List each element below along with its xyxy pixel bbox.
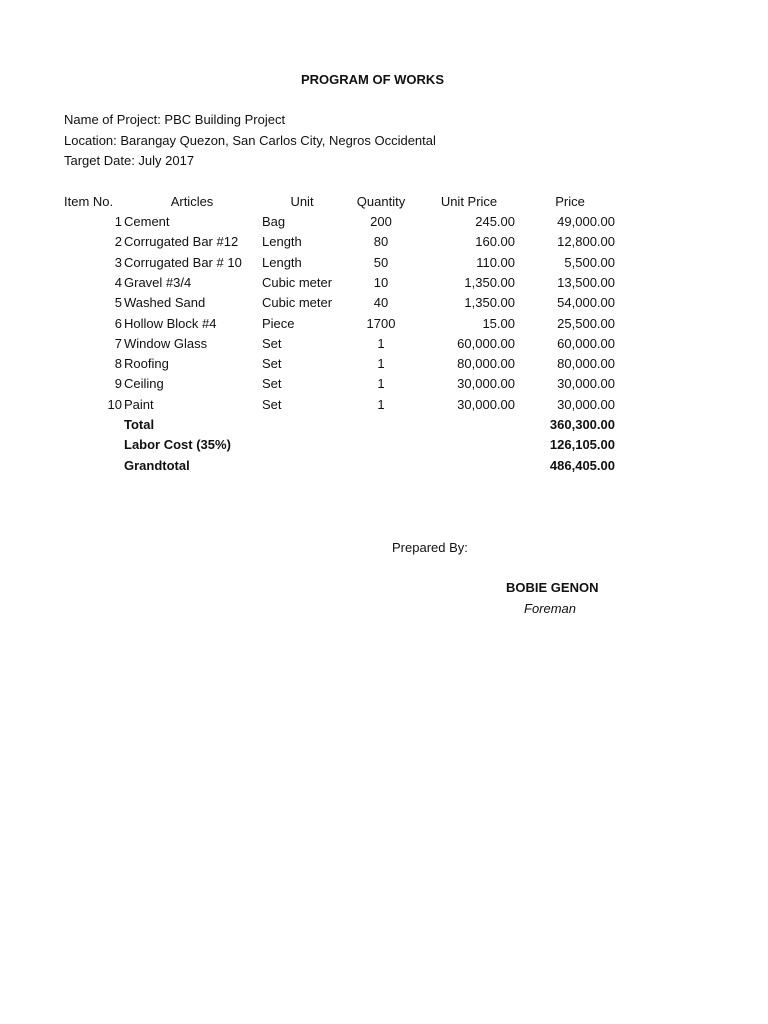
item-no-cell: 4 bbox=[114, 275, 122, 290]
header-quantity: Quantity bbox=[356, 194, 406, 209]
unit-price-cell: 30,000.00 bbox=[457, 397, 515, 412]
totals-label: Labor Cost (35%) bbox=[124, 437, 231, 452]
totals-value: 360,300.00 bbox=[549, 417, 615, 432]
price-cell: 60,000.00 bbox=[557, 336, 615, 351]
header-price: Price bbox=[555, 194, 585, 209]
price-cell: 30,000.00 bbox=[557, 376, 615, 391]
unit-price-cell: 1,350.00 bbox=[464, 275, 515, 290]
unit-cell: Set bbox=[262, 336, 282, 351]
project-name: Name of Project: PBC Building Project bbox=[64, 112, 286, 127]
article-cell: Corrugated Bar #12 bbox=[124, 234, 239, 249]
unit-cell: Cubic meter bbox=[262, 295, 333, 310]
unit-cell: Cubic meter bbox=[262, 275, 333, 290]
quantity-cell: 10 bbox=[373, 275, 389, 290]
quantity-cell: 80 bbox=[373, 234, 389, 249]
header-unit: Unit bbox=[290, 194, 314, 209]
quantity-cell: 40 bbox=[373, 295, 389, 310]
price-cell: 54,000.00 bbox=[557, 295, 615, 310]
item-no-cell: 5 bbox=[114, 295, 122, 310]
article-cell: Roofing bbox=[124, 356, 169, 371]
target-date: Target Date: July 2017 bbox=[64, 153, 195, 168]
unit-cell: Piece bbox=[262, 316, 295, 331]
unit-price-cell: 1,350.00 bbox=[464, 295, 515, 310]
quantity-cell: 1 bbox=[377, 376, 385, 391]
price-cell: 12,800.00 bbox=[557, 234, 615, 249]
article-cell: Corrugated Bar # 10 bbox=[124, 255, 242, 270]
price-cell: 25,500.00 bbox=[557, 316, 615, 331]
item-no-cell: 7 bbox=[114, 336, 122, 351]
header-unit-price: Unit Price bbox=[440, 194, 498, 209]
article-cell: Cement bbox=[124, 214, 170, 229]
project-location: Location: Barangay Quezon, San Carlos City, Negros Occidental bbox=[64, 133, 436, 148]
item-no-cell: 1 bbox=[114, 214, 122, 229]
item-no-cell: 6 bbox=[114, 316, 122, 331]
quantity-cell: 1700 bbox=[366, 316, 396, 331]
price-cell: 80,000.00 bbox=[557, 356, 615, 371]
unit-cell: Length bbox=[262, 234, 302, 249]
signatory-name: BOBIE GENON bbox=[506, 580, 599, 595]
item-no-cell: 9 bbox=[114, 376, 122, 391]
unit-cell: Set bbox=[262, 397, 282, 412]
unit-price-cell: 60,000.00 bbox=[457, 336, 515, 351]
totals-label: Grandtotal bbox=[124, 458, 190, 473]
article-cell: Gravel #3/4 bbox=[124, 275, 192, 290]
unit-cell: Length bbox=[262, 255, 302, 270]
quantity-cell: 1 bbox=[377, 336, 385, 351]
document-title: PROGRAM OF WORKS bbox=[301, 72, 444, 87]
price-cell: 5,500.00 bbox=[564, 255, 615, 270]
quantity-cell: 1 bbox=[377, 397, 385, 412]
unit-price-cell: 80,000.00 bbox=[457, 356, 515, 371]
article-cell: Ceiling bbox=[124, 376, 164, 391]
item-no-cell: 8 bbox=[114, 356, 122, 371]
unit-cell: Set bbox=[262, 356, 282, 371]
unit-price-cell: 160.00 bbox=[475, 234, 515, 249]
quantity-cell: 50 bbox=[373, 255, 389, 270]
totals-value: 126,105.00 bbox=[549, 437, 615, 452]
unit-price-cell: 245.00 bbox=[475, 214, 515, 229]
article-cell: Window Glass bbox=[124, 336, 208, 351]
signatory-position: Foreman bbox=[524, 601, 577, 616]
price-cell: 49,000.00 bbox=[557, 214, 615, 229]
totals-value: 486,405.00 bbox=[549, 458, 615, 473]
unit-cell: Set bbox=[262, 376, 282, 391]
header-item-no: Item No. bbox=[64, 194, 114, 209]
article-cell: Paint bbox=[124, 397, 154, 412]
unit-cell: Bag bbox=[262, 214, 286, 229]
unit-price-cell: 110.00 bbox=[476, 255, 515, 270]
header-articles: Articles bbox=[170, 194, 214, 209]
article-cell: Washed Sand bbox=[124, 295, 206, 310]
quantity-cell: 200 bbox=[370, 214, 392, 229]
unit-price-cell: 30,000.00 bbox=[457, 376, 515, 391]
price-cell: 30,000.00 bbox=[557, 397, 615, 412]
quantity-cell: 1 bbox=[377, 356, 385, 371]
price-cell: 13,500.00 bbox=[557, 275, 615, 290]
item-no-cell: 10 bbox=[107, 397, 122, 412]
article-cell: Hollow Block #4 bbox=[124, 316, 217, 331]
item-no-cell: 2 bbox=[114, 234, 122, 249]
unit-price-cell: 15.00 bbox=[482, 316, 515, 331]
item-no-cell: 3 bbox=[114, 255, 122, 270]
prepared-by-label: Prepared By: bbox=[392, 540, 468, 555]
totals-label: Total bbox=[124, 417, 155, 432]
